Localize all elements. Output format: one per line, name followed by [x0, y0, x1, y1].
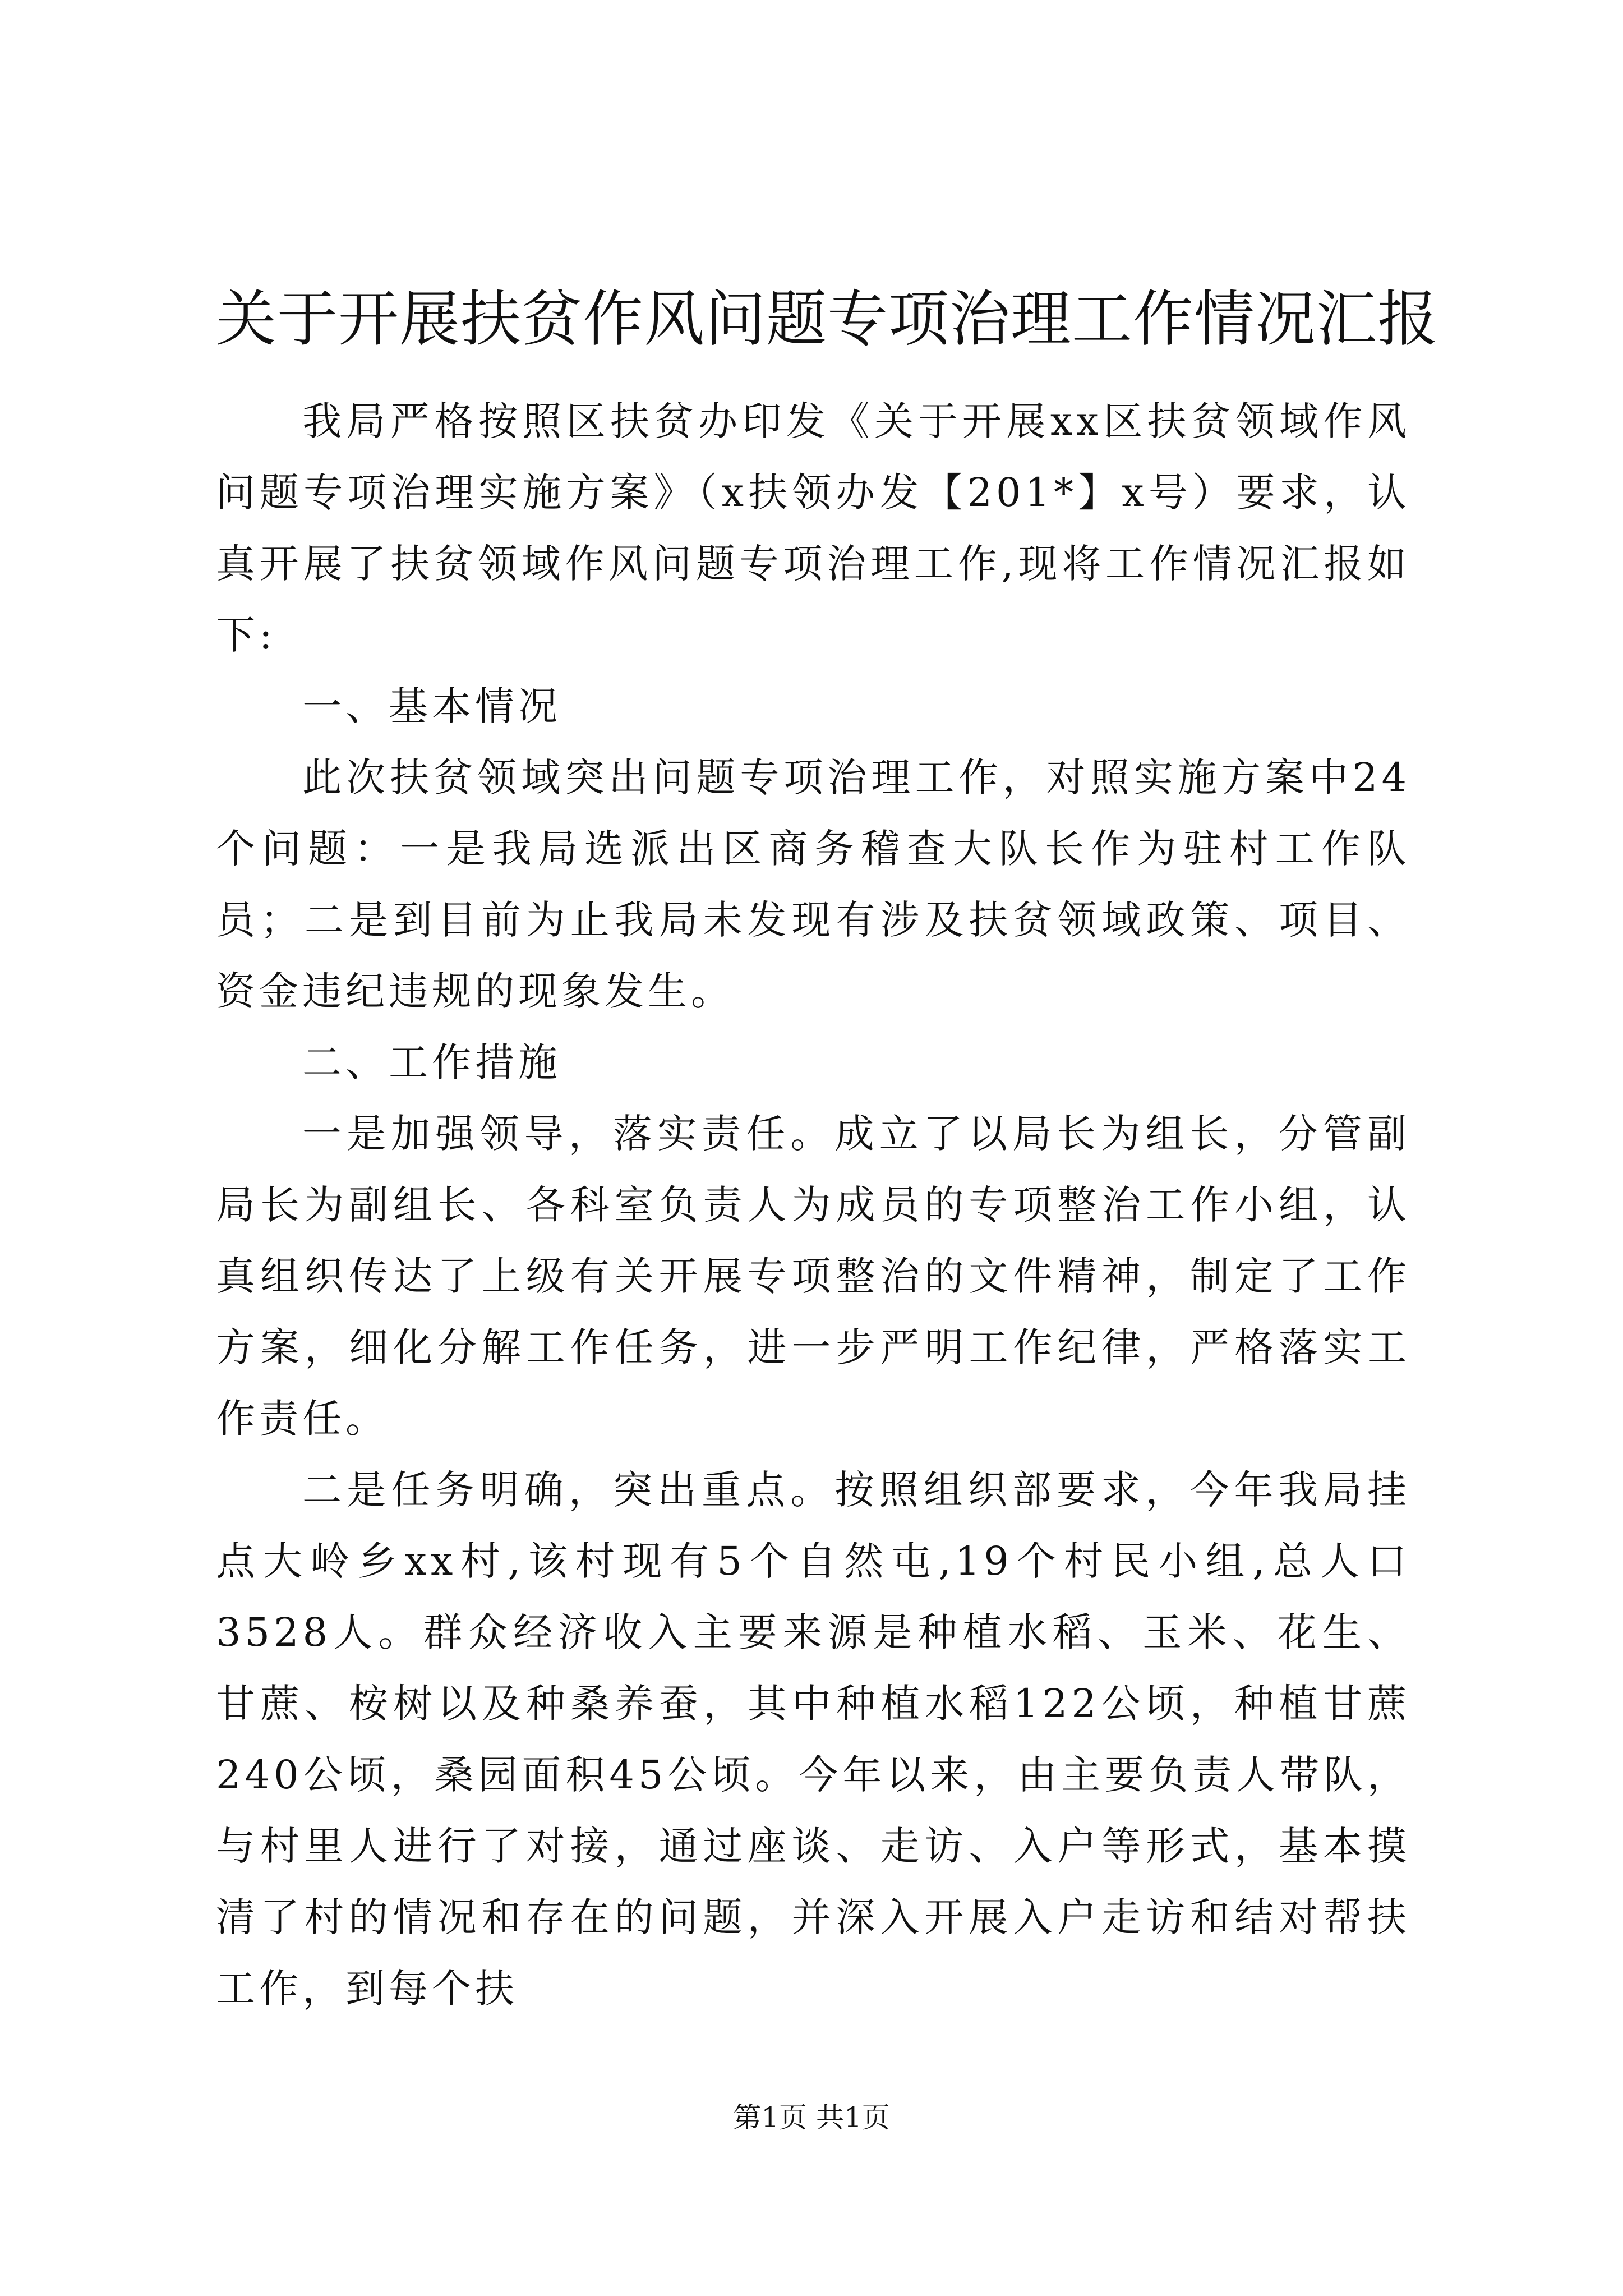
- measure-two-paragraph: 二是任务明确，突出重点。按照组织部要求，今年我局挂点大岭乡xx村,该村现有5个自然屯,19个村民小组,总人口3528人。群众经济收入主要来源是种植水稻、玉米、花生、甘蔗、桉树以及种桑养蚕，其中种植水稻122公顷，种植甘蔗240公顷，桑园面积45公顷。今年以来，由主要负责人带队，与村里人进行了对接，通过座谈、走访、入户等形式，基本摸清了村的情况和存在的问题，并深入开展入户走访和结对帮扶工作，到每个扶: [216, 1467, 1410, 2012]
- basic-situation-paragraph: 此次扶贫领域突出问题专项治理工作，对照实施方案中24个问题：一是我局选派出区商务稽查大队长作为驻村工作队员；二是到目前为止我局未发现有涉及扶贫领域政策、项目、资金违纪违规的现象发生。: [216, 754, 1410, 1014]
- document-title: 关于开展扶贫作风问题专项治理工作情况汇报: [216, 284, 1439, 355]
- page-number-footer: 第1页 共1页: [733, 2101, 890, 2134]
- section-heading-basic-situation: 一、基本情况: [302, 683, 561, 729]
- intro-paragraph: 我局严格按照区扶贫办印发《关于开展xx区扶贫领域作风问题专项治理实施方案》（x扶领办发【201*】x号）要求，认真开展了扶贫领域作风问题专项治理工作,现将工作情况汇报如下:: [216, 398, 1410, 658]
- document-body: [216, 386, 1410, 2024]
- measure-one-paragraph: 一是加强领导，落实责任。成立了以局长为组长，分管副局长为副组长、各科室负责人为成员的专项整治工作小组，认真组织传达了上级有关开展专项整治的文件精神，制定了工作方案，细化分解工作任务，进一步严明工作纪律，严格落实工作责任。: [216, 1111, 1410, 1442]
- section-heading-work-measures: 二、工作措施: [302, 1039, 561, 1085]
